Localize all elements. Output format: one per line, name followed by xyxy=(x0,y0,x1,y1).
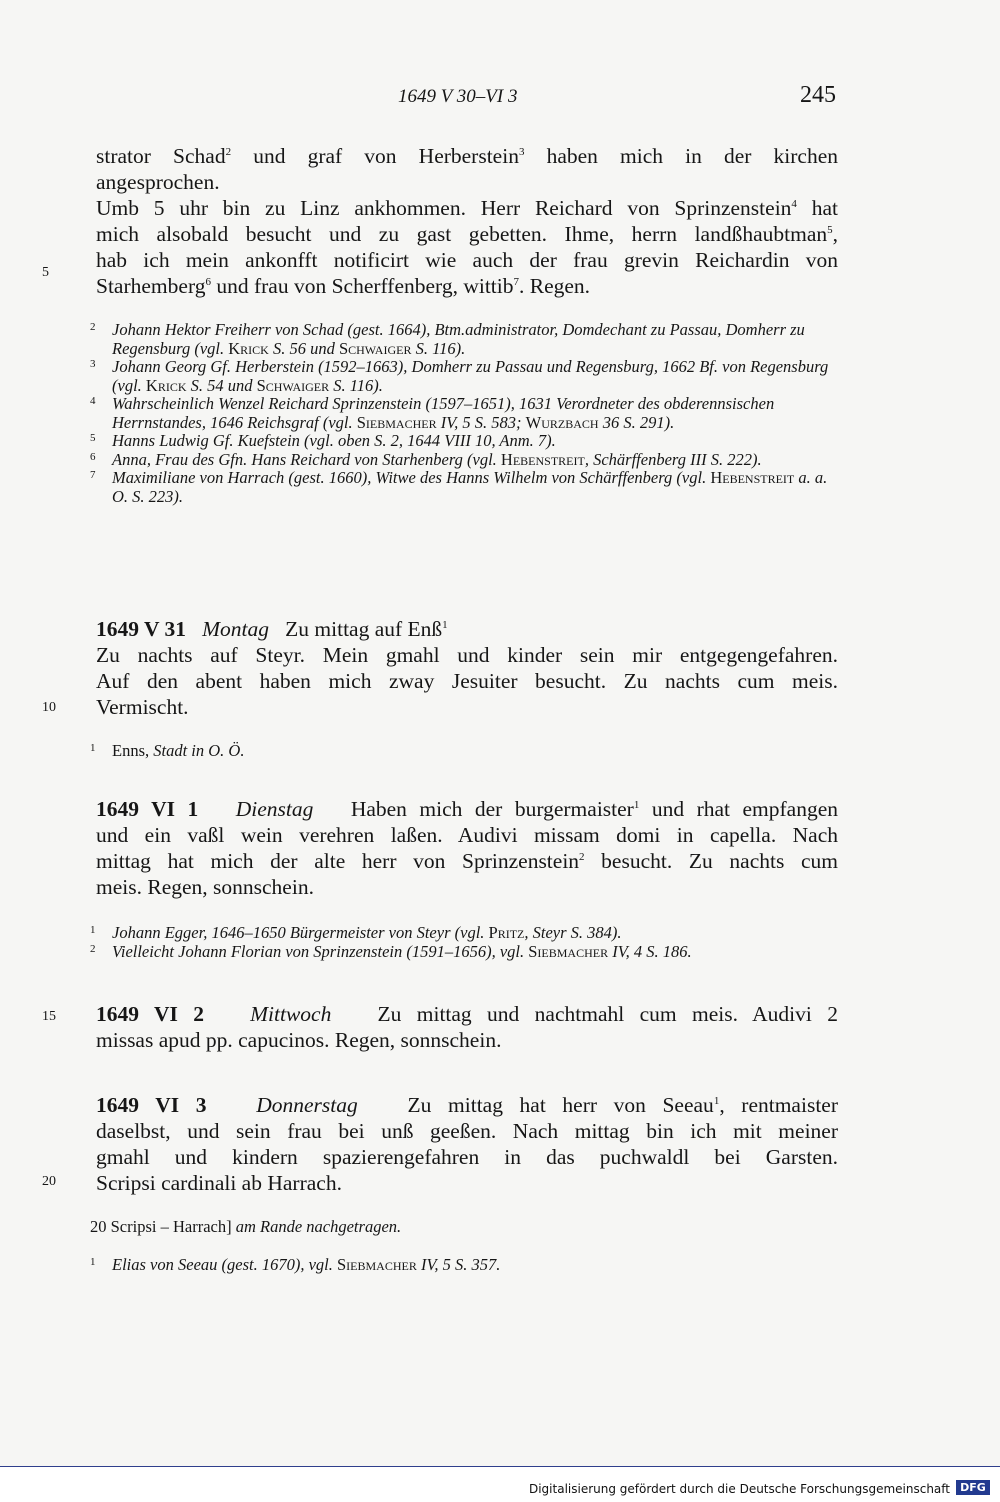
text-line: Starhemberg$^6$ und frau von Scherffenberg, wittib$^7$. Regen. xyxy=(96,274,591,298)
entry-weekday: Donnerstag xyxy=(256,1093,358,1117)
footnotes xyxy=(90,742,838,761)
text-line: Scripsi cardinali ab Harrach. xyxy=(96,1171,342,1195)
entry-date: 1649 VI 1 xyxy=(96,797,199,821)
entry-1649-v-31 xyxy=(96,616,838,720)
text-line: angesprochen. xyxy=(96,170,220,194)
footnote: 1 Johann Egger, 1646–1650 Bürgermeister von Steyr (vgl. Pritz, Steyr S. 384). xyxy=(90,923,622,942)
page-number: 245 xyxy=(800,82,836,108)
funding-notice: Digitalisierung gefördert durch die Deutsche Forschungsgemeinschaft xyxy=(528,1482,950,1496)
footnote: 6 Anna, Frau des Gfn. Hans Reichard von Starhenberg (vgl. Hebenstreit, Schärffenberg III S. 222). xyxy=(90,449,762,469)
entry-continuation xyxy=(96,143,838,299)
footnote: 2 Johann Hektor Freiherr von Schad (gest. 1664), Btm.administrator, Domdechant zu Passau, Domherr zu Regensburg (vgl. Krick S. 56 und Schwaiger S. 116). xyxy=(90,320,805,358)
entry-date: 1649 VI 2 xyxy=(96,1002,205,1026)
entry-1649-vi-3 xyxy=(96,1092,838,1196)
footnote: 1 Enns, Stadt in O. Ö. xyxy=(90,741,245,760)
apparatus-line: 20 Scripsi – Harrach] am Rande nachgetragen. xyxy=(90,1217,402,1236)
line-number: 5 xyxy=(42,265,49,280)
text-line: 1649 V 31 Montag Zu mittag auf Enß$^1$ xyxy=(96,617,448,641)
entry-1649-vi-2 xyxy=(96,1001,838,1053)
dfg-footer xyxy=(0,1466,1000,1502)
line-number: 15 xyxy=(42,1009,56,1024)
footnote: 5 Hanns Ludwig Gf. Kuefstein (vgl. oben S. 2, 1644 VIII 10, Anm. 7). xyxy=(90,431,556,450)
entry-weekday: Mittwoch xyxy=(250,1002,332,1026)
footnote: 4 Wahrscheinlich Wenzel Reichard Sprinzenstein (1597–1651), 1631 Verordneter des obderennsischen Herrnstandes, 1646 Reichsgraf (vgl. Siebmacher IV, 5 S. 583; Wurzbach 36 S. 291). xyxy=(90,394,775,432)
entry-date: 1649 VI 3 xyxy=(96,1093,207,1117)
footnote: 3 Johann Georg Gf. Herberstein (1592–1663), Domherr zu Passau und Regensburg, 1662 Bf. von Regensburg (vgl. Krick S. 54 und Schwaiger S. 116). xyxy=(90,357,829,395)
text-line: Vermischt. xyxy=(96,695,189,719)
text-line: Zu nachts auf Steyr. Mein gmahl und kinder sein mir entgegengefahren. xyxy=(96,643,838,667)
text-line: daselbst, und sein frau bei unß geeßen. Nach mittag bin ich mit meiner xyxy=(96,1119,838,1143)
entry-weekday: Dienstag xyxy=(235,797,314,821)
text-line: und ein vaßl wein verehren laßen. Audivi missam domi in capella. Nach xyxy=(96,823,838,847)
footnotes xyxy=(90,1256,838,1275)
text-line: missas apud pp. capucinos. Regen, sonnschein. xyxy=(96,1028,502,1052)
footnote: 1 Elias von Seeau (gest. 1670), vgl. Siebmacher IV, 5 S. 357. xyxy=(90,1255,501,1274)
footnote: 2 Vielleicht Johann Florian von Sprinzenstein (1591–1656), vgl. Siebmacher IV, 4 S. 186. xyxy=(90,941,692,961)
text-line: hab ich mein ankonfft notificirt wie auch der frau grevin Reichardin von xyxy=(96,248,838,272)
text-line: meis. Regen, sonnschein. xyxy=(96,875,314,899)
entry-1649-vi-1 xyxy=(96,796,838,900)
text-line: gmahl und kindern spazierengefahren in das puchwaldl bei Garsten. xyxy=(96,1145,838,1169)
line-number: 20 xyxy=(42,1174,56,1189)
footnotes xyxy=(90,924,838,961)
text-line: 1649 VI 3 Donnerstag Zu mittag hat herr von Seeau$^1$, rentmaister xyxy=(96,1093,838,1117)
dfg-logo-icon: DFG xyxy=(956,1480,990,1495)
text-line: Auf den abent haben mich zway Jesuiter besucht. Zu nachts cum meis. xyxy=(96,669,838,693)
text-line: strator Schad$^2$ und graf von Herberstein$^3$ haben mich in der kirchen xyxy=(96,144,838,168)
entry-date: 1649 V 31 xyxy=(96,617,186,641)
footnote: 7 Maximiliane von Harrach (gest. 1660), Witwe des Hanns Wilhelm von Schärffenberg (vgl. Hebenstreit a. a. O. S. 223). xyxy=(90,468,828,506)
text-line: Umb 5 uhr bin zu Linz ankhommen. Herr Reichard von Sprinzenstein$^4$ hat xyxy=(96,196,838,220)
footnotes xyxy=(90,321,838,506)
text-line: mittag hat mich der alte herr von Sprinzenstein$^2$ besucht. Zu nachts cum xyxy=(96,849,838,873)
text-line: 1649 VI 1 Dienstag Haben mich der burgermaister$^1$ und rhat empfangen xyxy=(96,797,838,821)
running-head: 1649 V 30–VI 3 xyxy=(398,86,518,107)
text-line: mich alsobald besucht und zu gast gebetten. Ihme, herrn landßhaubtman$^5$, xyxy=(96,222,838,246)
apparatus-note xyxy=(90,1218,838,1237)
line-number: 10 xyxy=(42,700,56,715)
entry-weekday: Montag xyxy=(202,617,270,641)
text-line: 1649 VI 2 Mittwoch Zu mittag und nachtmahl cum meis. Audivi 2 xyxy=(96,1002,839,1026)
